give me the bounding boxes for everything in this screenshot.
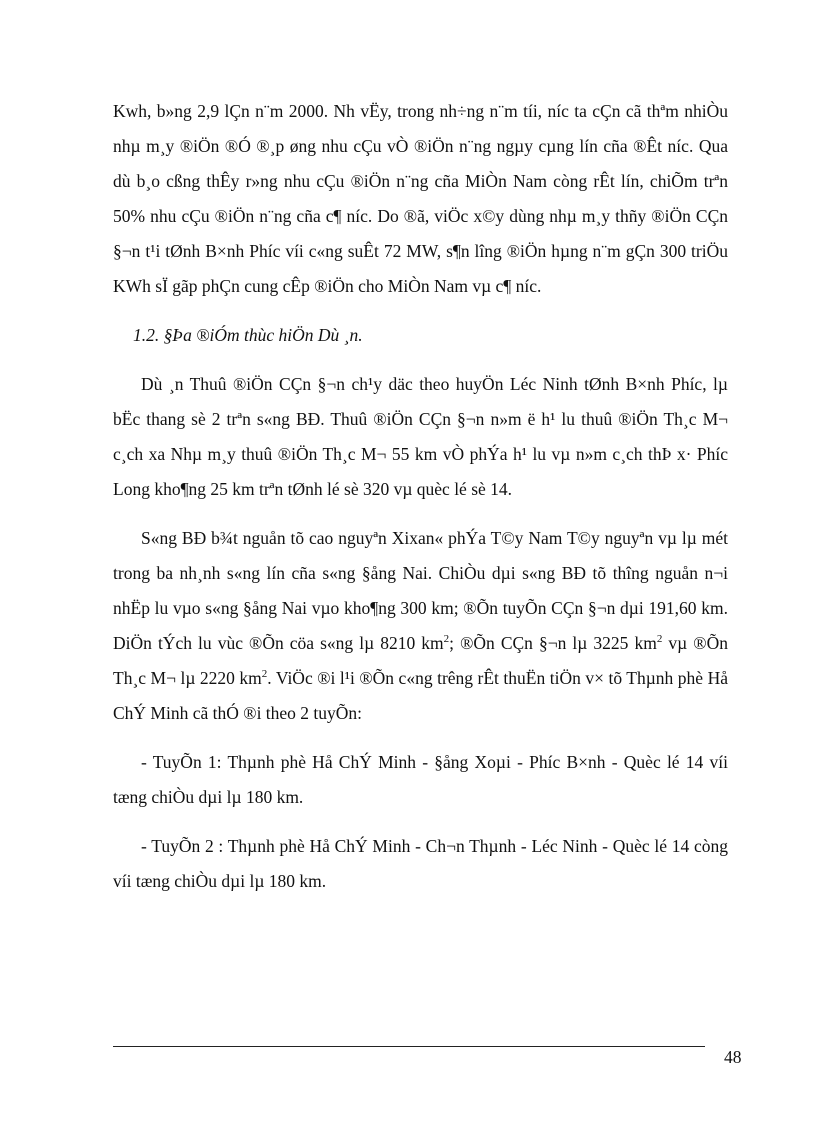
superscript-2b: 2 bbox=[656, 633, 663, 646]
paragraph-3-part-d: . ViÖc ®i l¹i ®Õn c«ng trêng rÊt thuËn tiÖn v× tõ Thµnh phè Hå ChÝ Minh cã thÓ ®i theo 2 tuyÕn: bbox=[113, 668, 728, 723]
superscript-2c: 2 bbox=[261, 668, 268, 681]
route-1-item: - TuyÕn 1: Thµnh phè Hå ChÝ Minh - §ång Xoµi - Phíc B×nh - Quèc lé 14 víi tæng chiÒu dµi lµ 180 km. bbox=[113, 752, 728, 807]
page-number: 48 bbox=[724, 1047, 742, 1067]
section-heading: 1.2. §Þa ®iÓm thùc hiÖn Dù ¸n. bbox=[133, 325, 363, 345]
superscript-2a: 2 bbox=[443, 633, 450, 646]
paragraph-3-part-a: S«ng BÐ b¾t nguån tõ cao nguyªn Xixan« phÝa T©y Nam T©y nguyªn vµ lµ mét trong ba nh¸nh s«ng lín cña s«ng §ång Nai. ChiÒu dµi s«ng BÐ tõ thîng nguån n¬i nhËp lu vµo s«ng §ång Nai vµo kho¶ng 300 km; ®Õn tuyÕn CÇn §¬n dµi 191,60 km. DiÖn tÝch lu vùc ®Õn cöa s«ng lµ 8210 km bbox=[113, 528, 728, 653]
footer-divider bbox=[113, 1046, 705, 1047]
route-2-item: - TuyÕn 2 : Thµnh phè Hå ChÝ Minh - Ch¬n Thµnh - Léc Ninh - Quèc lé 14 còng víi tæng chiÒu dµi lµ 180 km. bbox=[113, 836, 728, 891]
body-text bbox=[113, 94, 728, 899]
paragraph-3 bbox=[113, 521, 728, 731]
paragraph-2: Dù ¸n Thuû ®iÖn CÇn §¬n ch¹y däc theo huyÖn Léc Ninh tØnh B×nh Phíc, lµ bËc thang sè 2 trªn s«ng BÐ. Thuû ®iÖn CÇn §¬n n»m ë h¹ lu thuû ®iÖn Th¸c M¬ c¸ch xa Nhµ m¸y thuû ®iÖn Th¸c M¬ 55 km vÒ phÝa h¹ lu vµ n»m c¸ch thÞ x· Phíc Long kho¶ng 25 km trªn tØnh lé sè 320 vµ quèc lé sè 14. bbox=[113, 374, 728, 499]
paragraph-3-part-c: vµ ®Õn Th¸c M¬ lµ 2220 km bbox=[113, 633, 728, 688]
paragraph-3-part-b: ; ®Õn CÇn §¬n lµ 3225 km bbox=[449, 633, 657, 653]
paragraph-1: Kwh, b»ng 2,9 lÇn n¨m 2000. Nh vËy, trong nh÷ng n¨m tíi, níc ta cÇn cã thªm nhiÒu nhµ m¸y ®iÖn ®Ó ®¸p øng nhu cÇu vÒ ®iÖn n¨ng ngµy cµng lín cña ®Êt níc. Qua dù b¸o cßng thÊy r»ng nhu cÇu ®iÖn n¨ng cña MiÒn Nam còng rÊt lín, chiÕm trªn 50% nhu cÇu ®iÖn n¨ng cña c¶ níc. Do ®ã, viÖc x©y dùng nhµ m¸y thñy ®iÖn CÇn §¬n t¹i tØnh B×nh Phíc víi c«ng suÊt 72 MW, s¶n lîng ®iÖn hµng n¨m gÇn 300 triÖu KWh sÏ gãp phÇn cung cÊp ®iÖn cho MiÒn Nam vµ c¶ níc. bbox=[113, 101, 728, 296]
